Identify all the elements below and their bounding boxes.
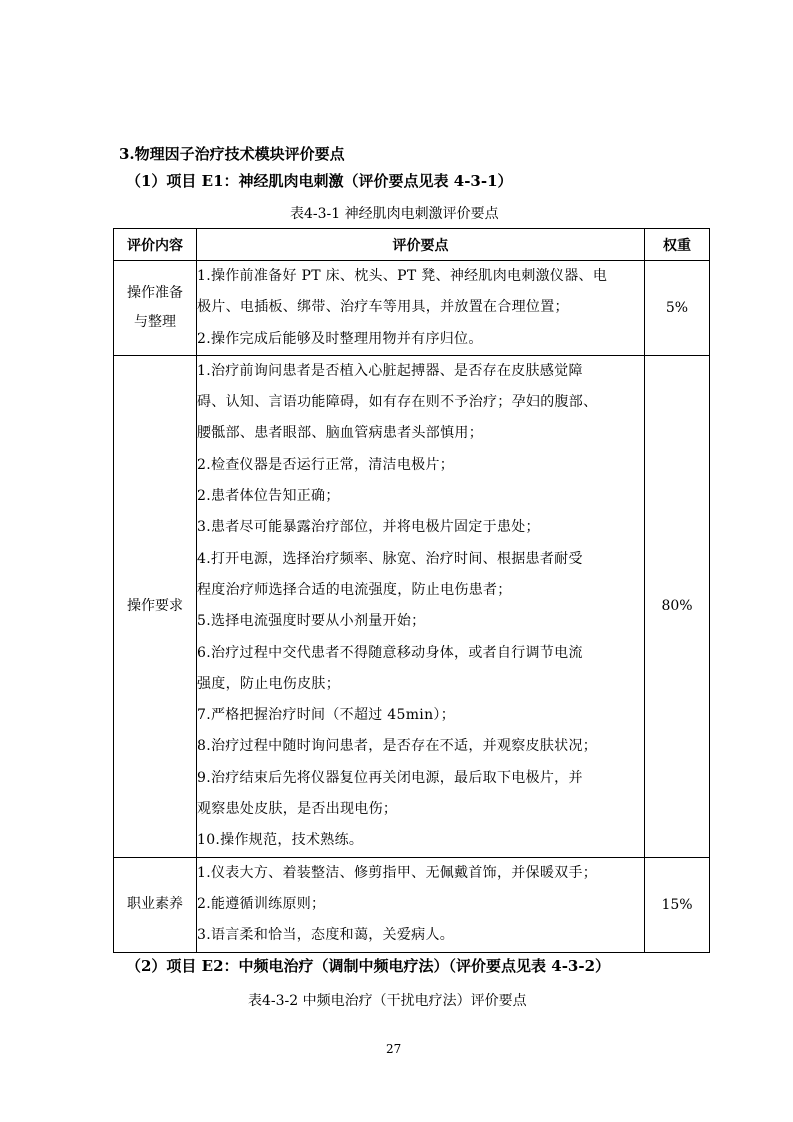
point-line: 4.打开电源，选择治疗频率、脉宽、治疗时间、根据患者耐受: [197, 550, 583, 567]
point-line: 极片、电插板、绑带、治疗车等用具，并放置在合理位置；: [197, 299, 569, 316]
row-category: 操作准备 与整理: [114, 261, 197, 356]
point-line: 6.治疗过程中交代患者不得随意移动身体，或者自行调节电流: [197, 644, 583, 661]
row-points: [197, 857, 645, 952]
point-line: 2.操作完成后能够及时整理用物并有序归位。: [197, 330, 483, 347]
point-line: 碍、认知、言语功能障碍，如有存在则不予治疗；孕妇的腹部、: [197, 394, 598, 411]
table-row: [114, 261, 710, 356]
point-line: 2.检查仪器是否运行正常，清洁电极片；: [197, 456, 455, 473]
row-weight: 15%: [645, 857, 710, 952]
point-line: 2.能遵循训练原则；: [197, 895, 326, 912]
page-number: 27: [386, 1042, 402, 1056]
row-points: [197, 261, 645, 356]
point-line: 1.治疗前询问患者是否植入心脏起搏器、是否存在皮肤感觉障: [197, 362, 583, 379]
table-row: [114, 857, 710, 952]
evaluation-table: [113, 228, 710, 953]
point-line: 7.严格把握治疗时间（不超过 45min）；: [197, 707, 455, 724]
header-content: 评价内容: [114, 229, 197, 261]
point-line: 9.治疗结束后先将仪器复位再关闭电源，最后取下电极片，并: [197, 769, 583, 786]
table-row: [114, 355, 710, 857]
row-category: 职业素养: [114, 857, 197, 952]
point-line: 3.患者尽可能暴露治疗部位，并将电极片固定于患处；: [197, 519, 540, 536]
row-weight: 5%: [645, 261, 710, 356]
header-points: 评价要点: [197, 229, 645, 261]
point-line: 程度治疗师选择合适的电流强度，防止电伤患者；: [197, 581, 512, 598]
point-line: 观察患处皮肤，是否出现电伤；: [197, 801, 398, 818]
point-line: 强度，防止电伤皮肤；: [197, 675, 340, 692]
subheading-e2: （2）项目 E2：中频电治疗（调制中频电疗法）（评价要点见表 4-3-2）: [126, 957, 611, 975]
header-weight: 权重: [645, 229, 710, 261]
point-line: 2.患者体位告知正确；: [197, 488, 340, 505]
row-points: [197, 355, 645, 857]
point-line: 10.操作规范，技术熟练。: [197, 832, 364, 849]
point-line: 5.选择电流强度时要从小剂量开始；: [197, 613, 426, 630]
point-line: 8.治疗过程中随时询问患者，是否存在不适，并观察皮肤状况；: [197, 738, 598, 755]
table-header-row: [114, 229, 710, 261]
row-category: 操作要求: [114, 355, 197, 857]
row-weight: 80%: [645, 355, 710, 857]
point-line: 1.仪表大方、着装整洁、修剪指甲、无佩戴首饰，并保暖双手；: [197, 864, 598, 881]
section-heading: 3.物理因子治疗技术模块评价要点: [119, 145, 345, 163]
point-line: 腰骶部、患者眼部、脑血管病患者头部慎用；: [197, 425, 483, 442]
subheading-e1: （1）项目 E1：神经肌肉电刺激（评价要点见表 4-3-1）: [126, 172, 513, 190]
point-line: 1.操作前准备好 PT 床、枕头、PT 凳、神经肌肉电刺激仪器、电: [197, 268, 608, 284]
point-line: 3.语言柔和恰当，态度和蔼，关爱病人。: [197, 927, 455, 944]
table-caption-2: 表4-3-2 中频电治疗（干扰电疗法）评价要点: [248, 993, 527, 1009]
table-caption-1: 表4-3-1 神经肌肉电刺激评价要点: [290, 206, 499, 222]
